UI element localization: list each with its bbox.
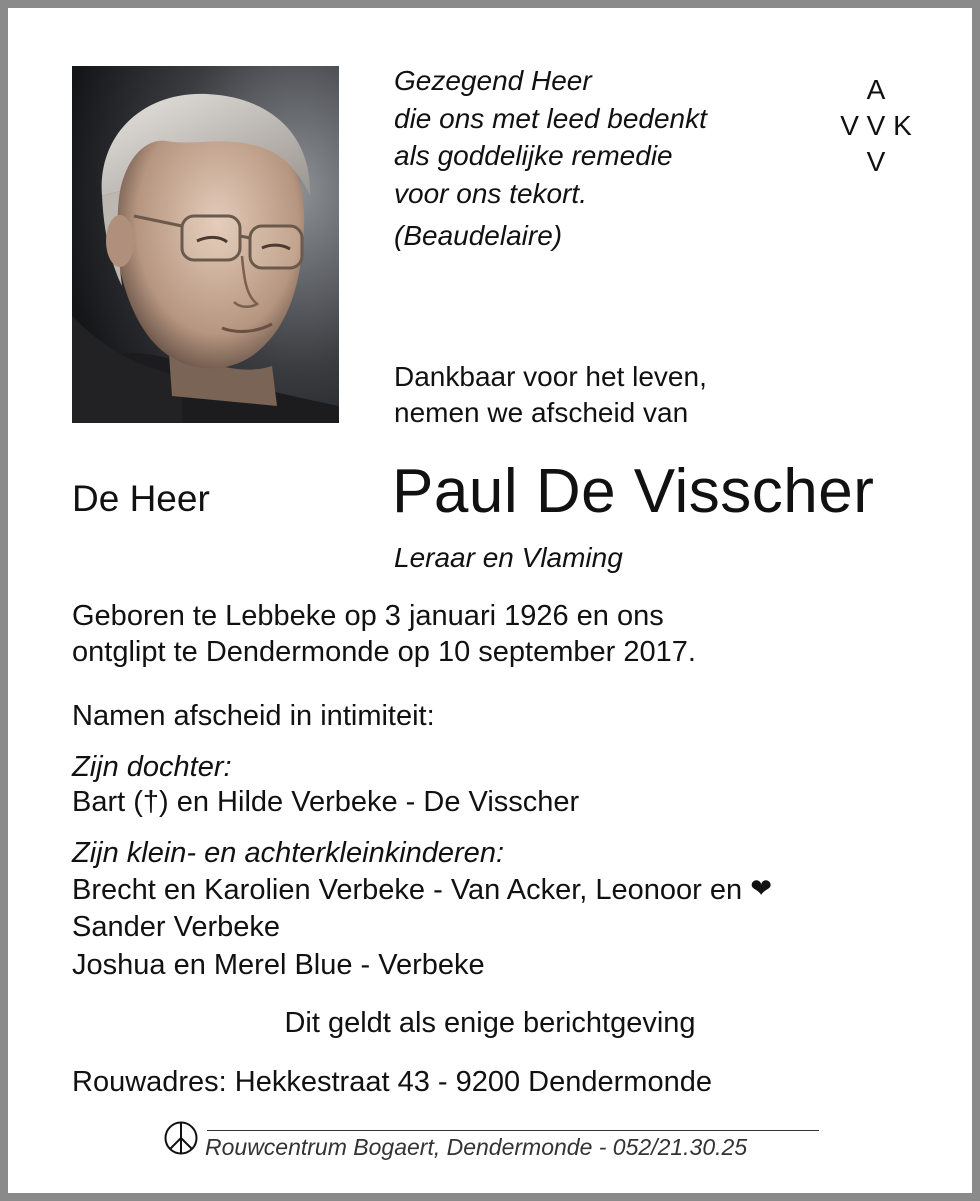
heart-icon: ❤ bbox=[750, 873, 772, 903]
peace-symbol-icon bbox=[163, 1120, 199, 1156]
grandchildren-names: Brecht en Karolien Verbeke - Van Acker, Leonoor en bbox=[72, 874, 743, 906]
intro-line: Dankbaar voor het leven, bbox=[394, 361, 707, 392]
emblem-middle: V V K bbox=[840, 110, 912, 141]
birth-death-text bbox=[72, 598, 696, 670]
daughter-names: Bart (†) en Hilde Verbeke - De Visscher bbox=[72, 786, 580, 818]
notice-text: Dit geldt als enige berichtgeving bbox=[284, 1007, 696, 1039]
deceased-subtitle: Leraar en Vlaming bbox=[394, 542, 623, 573]
death-line: ontglipt te Dendermonde op 10 september 2017. bbox=[72, 636, 696, 668]
grandchildren-line: Joshua en Merel Blue - Verbeke bbox=[72, 949, 485, 981]
daughter-heading: Zijn dochter: bbox=[72, 751, 232, 783]
quote-line: als goddelijke remedie bbox=[394, 140, 673, 171]
quote-line: Gezegend Heer bbox=[394, 65, 592, 96]
deceased-title: De Heer bbox=[72, 478, 210, 519]
emblem-bottom: V bbox=[866, 146, 886, 177]
funeral-home-footer: Rouwcentrum Bogaert, Dendermonde - 052/21.30.25 bbox=[205, 1134, 748, 1160]
quote-line: die ons met leed bedenkt bbox=[394, 102, 707, 134]
address-text: Rouwadres: Hekkestraat 43 - 9200 Dendermonde bbox=[72, 1066, 712, 1098]
birth-line: Geboren te Lebbeke op 3 januari 1926 en ons bbox=[72, 600, 664, 632]
avv-vvk-emblem bbox=[830, 72, 922, 180]
footer-divider bbox=[207, 1130, 819, 1131]
grandchildren-heading: Zijn klein- en achterkleinkinderen: bbox=[72, 837, 504, 869]
intro-text bbox=[394, 359, 707, 431]
grandchildren-line: Sander Verbeke bbox=[72, 911, 280, 943]
emblem-top: A bbox=[866, 74, 886, 105]
quote-line: voor ons tekort. bbox=[394, 177, 587, 209]
deceased-name: Paul De Visscher bbox=[392, 457, 875, 526]
intro-line: nemen we afscheid van bbox=[394, 397, 689, 428]
grandchildren-line bbox=[72, 873, 772, 907]
portrait-photo bbox=[72, 66, 339, 423]
farewell-text: Namen afscheid in intimiteit: bbox=[72, 700, 435, 732]
quote bbox=[394, 62, 707, 212]
quote-attribution: (Beaudelaire) bbox=[394, 220, 563, 251]
